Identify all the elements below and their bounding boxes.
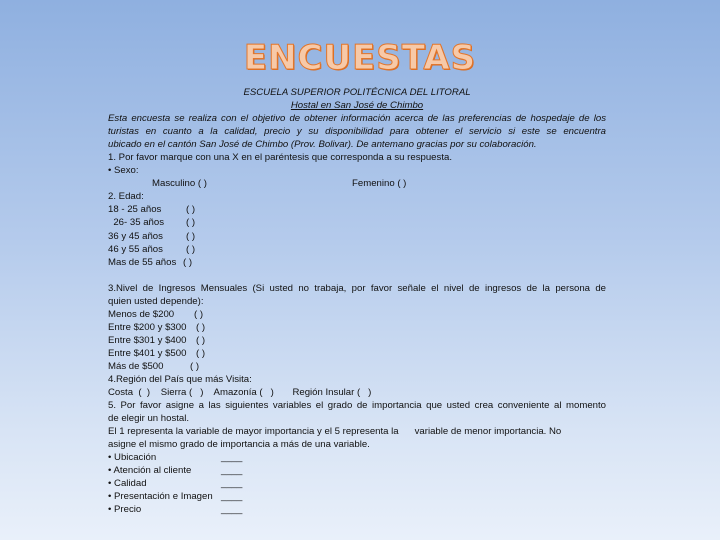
variable-label: • Precio xyxy=(108,504,142,516)
option-text: 26- 35 años xyxy=(108,217,165,229)
variable-item-calidad xyxy=(108,477,606,490)
intro-line: turistas en cuanto a la calidad, precio y su disponibilidad para obtener el servicio si este se encuentra xyxy=(108,126,606,138)
option-edad-3[interactable] xyxy=(108,230,606,243)
question-variables-label: El 1 representa la variable de mayor importancia y el 5 representa la variable de menor importancia. No xyxy=(108,426,562,438)
rank-blank[interactable]: ____ xyxy=(221,478,243,490)
question-ingresos-label: quien usted depende): xyxy=(108,295,204,307)
option-text: 18 - 25 años xyxy=(108,204,162,216)
option-text: Entre $200 y $300 xyxy=(108,321,187,333)
option-edad-5[interactable] xyxy=(108,256,606,269)
variable-item-ubicacion xyxy=(108,451,606,464)
intro-line: Esta encuesta se realiza con el objetivo de obtener información acerca de las preferencias de hospedaje de los xyxy=(108,113,606,125)
option-edad-1[interactable] xyxy=(108,203,606,216)
variable-label: • Calidad xyxy=(108,478,147,490)
option-checkbox[interactable]: ( ) xyxy=(194,308,204,320)
rank-blank[interactable]: ____ xyxy=(221,452,243,464)
option-ingresos-5[interactable] xyxy=(108,360,606,373)
option-edad-2[interactable] xyxy=(108,216,606,229)
option-ingresos-3[interactable] xyxy=(108,334,606,347)
option-text: Menos de $200 xyxy=(108,308,175,320)
variable-item-presentacion xyxy=(108,490,606,503)
variable-item-atencion xyxy=(108,464,606,477)
school-name: ESCUELA SUPERIOR POLITÉCNICA DEL LITORAL xyxy=(243,87,471,98)
survey-subject: Hostal en San José de Chimbo xyxy=(290,100,424,112)
question-variables-label: de elegir un hostal. xyxy=(108,413,190,425)
option-checkbox[interactable]: ( ) xyxy=(196,321,206,333)
option-checkbox[interactable]: ( ) xyxy=(186,217,196,229)
rank-blank[interactable]: ____ xyxy=(221,491,243,503)
variable-label: • Ubicación xyxy=(108,452,157,464)
question-region-options[interactable]: Costa ( ) Sierra ( ) Amazonía ( ) Región Insular ( ) xyxy=(108,387,372,399)
option-checkbox[interactable]: ( ) xyxy=(186,204,196,216)
question-variables-label: asigne el mismo grado de importancia a más de una variable. xyxy=(108,439,370,451)
variable-label: • Presentación e Imagen xyxy=(108,491,213,503)
option-edad-4[interactable] xyxy=(108,243,606,256)
instruction-text: 1. Por favor marque con una X en el paréntesis que corresponda a su respuesta. xyxy=(108,152,452,164)
option-checkbox[interactable]: ( ) xyxy=(186,230,196,242)
option-checkbox[interactable]: ( ) xyxy=(186,243,196,255)
option-checkbox[interactable]: ( ) xyxy=(196,334,206,346)
question-edad-label: 2. Edad: xyxy=(108,191,144,203)
question-ingresos-label: 3.Nivel de Ingresos Mensuales (Si usted no trabaja, por favor señale el nivel de ingresos de la persona de xyxy=(108,282,606,294)
question-sexo-options xyxy=(108,177,606,190)
option-text: Entre $401 y $500 xyxy=(108,347,187,359)
variable-label: • Atención al cliente xyxy=(108,465,192,477)
spacer xyxy=(108,269,606,282)
slide-title: ENCUESTAS xyxy=(243,38,477,78)
option-checkbox[interactable]: ( ) xyxy=(190,360,200,372)
question-sexo-label: • Sexo: xyxy=(108,165,139,177)
option-ingresos-1[interactable] xyxy=(108,308,606,321)
option-ingresos-4[interactable] xyxy=(108,347,606,360)
intro-line: ubicado en el cantón San José de Chimbo (Prov. Bolivar). De antemano gracias por su colaboración. xyxy=(108,139,537,151)
option-ingresos-2[interactable] xyxy=(108,321,606,334)
rank-blank[interactable]: ____ xyxy=(221,465,243,477)
option-text: 46 y 55 años xyxy=(108,243,163,255)
option-text: Mas de 55 años xyxy=(108,256,177,268)
option-checkbox[interactable]: ( ) xyxy=(183,256,193,268)
option-masculino[interactable]: Masculino ( ) xyxy=(152,178,207,190)
option-femenino[interactable]: Femenino ( ) xyxy=(352,178,407,190)
question-variables-label: 5. Por favor asigne a las siguientes variables el grado de importancia que usted crea conveniente al momento xyxy=(108,400,606,412)
question-region-label: 4.Región del País que más Visita: xyxy=(108,373,252,385)
survey-body xyxy=(108,86,606,517)
option-text: Entre $301 y $400 xyxy=(108,334,187,346)
option-text: Más de $500 xyxy=(108,360,164,372)
option-text: 36 y 45 años xyxy=(108,230,163,242)
rank-blank[interactable]: ____ xyxy=(221,504,243,516)
variable-item-precio xyxy=(108,503,606,516)
option-checkbox[interactable]: ( ) xyxy=(196,347,206,359)
